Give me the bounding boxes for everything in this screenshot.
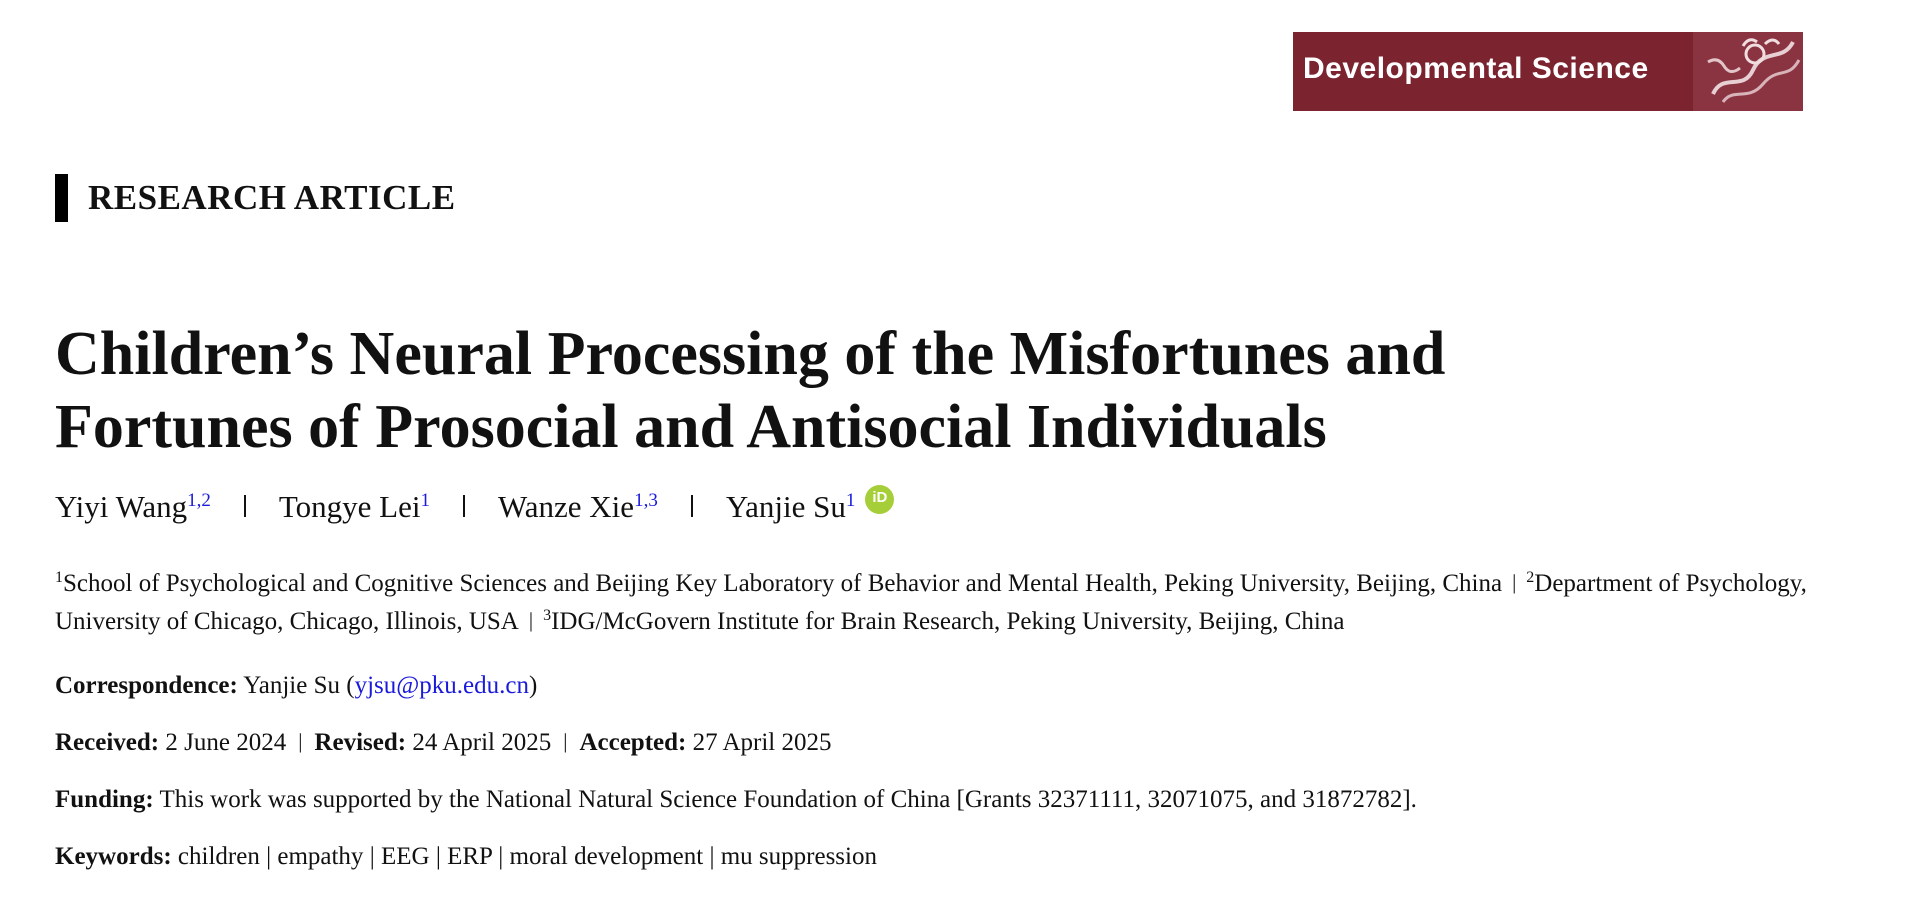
revised-label: Revised: [314, 729, 407, 756]
orcid-label: iD [872, 489, 888, 506]
received-label: Received: [55, 729, 160, 756]
date-separator: | [298, 729, 303, 753]
email-link[interactable]: yjsu@pku.edu.cn [354, 672, 529, 699]
affiliation-text: School of Psychological and Cognitive Sciences and Beijing Key Laboratory of Behavior and Mental Health, Peking University, Beijing, China [63, 570, 1503, 597]
affiliation-number: 1 [55, 569, 63, 586]
article-type: RESEARCH ARTICLE [88, 178, 456, 217]
dragon-ornament-icon [1693, 32, 1803, 111]
orcid-icon[interactable] [865, 485, 894, 514]
funding [55, 786, 1417, 814]
date-separator: | [563, 729, 568, 753]
correspondence-name: Yanjie Su [243, 672, 340, 699]
section-bar [55, 174, 68, 222]
article-dates [55, 729, 832, 757]
keyword[interactable]: moral development [509, 843, 704, 870]
funding-label: Funding: [55, 786, 154, 813]
author[interactable] [55, 489, 211, 525]
author-name: Wanze Xie [497, 489, 635, 524]
author-separator [691, 495, 693, 517]
correspondence-label: Correspondence: [55, 672, 238, 699]
received-date: 2 June 2024 [165, 729, 287, 756]
revised-date: 24 April 2025 [412, 729, 552, 756]
affiliation-number: 3 [543, 607, 552, 624]
affiliation-separator: | [528, 608, 534, 632]
author-separator [463, 495, 465, 517]
affiliation-text: IDG/McGovern Institute for Brain Research, Peking University, Beijing, China [551, 608, 1345, 635]
affiliation-ref[interactable]: 1,3 [634, 490, 658, 511]
author[interactable] [279, 489, 430, 525]
author-name: Yanjie Su [725, 489, 846, 524]
affiliation-ref[interactable]: 1,2 [187, 490, 211, 511]
journal-name: Developmental Science [1303, 52, 1649, 85]
correspondence: Correspondence: Yanjie Su (yjsu@pku.edu.cn) [55, 672, 538, 699]
affiliation-number: 2 [1526, 569, 1535, 586]
keyword[interactable]: mu suppression [720, 843, 877, 870]
article-title [55, 318, 1705, 464]
affiliation-separator: | [1512, 570, 1517, 594]
affiliations [55, 565, 1815, 641]
keyword[interactable]: EEG [380, 843, 430, 870]
section-label [55, 174, 456, 222]
author-name: Tongye Lei [278, 489, 421, 524]
affiliation-ref[interactable]: 1 [420, 490, 430, 511]
author-list [55, 488, 894, 534]
title-line-2: Fortunes of Prosocial and Antisocial Individuals [55, 393, 1327, 461]
author-separator [244, 495, 246, 517]
keywords: Keywords: children | empathy | EEG | ERP | moral development | mu suppression [55, 843, 877, 870]
author[interactable] [498, 489, 658, 525]
keyword[interactable]: ERP [447, 843, 492, 870]
author-name: Yiyi Wang [55, 489, 188, 524]
keyword[interactable]: empathy [277, 843, 364, 870]
affiliation-text: Department of Psychology, University of Chicago, Chicago, Illinois, USA [55, 570, 1807, 635]
title-line-1: Children’s Neural Processing of the Misfortunes and [55, 320, 1446, 388]
funding-text: This work was supported by the National Natural Science Foundation of China [Grants 32371111, 32071075, and 31872782]. [159, 786, 1417, 813]
keywords-label: Keywords: [55, 843, 172, 870]
keyword[interactable]: children [177, 843, 260, 870]
accepted-label: Accepted: [579, 729, 687, 756]
accepted-date: 27 April 2025 [692, 729, 832, 756]
affiliation-ref[interactable]: 1 [845, 490, 856, 511]
author[interactable] [726, 489, 856, 525]
journal-banner[interactable] [1293, 32, 1803, 111]
